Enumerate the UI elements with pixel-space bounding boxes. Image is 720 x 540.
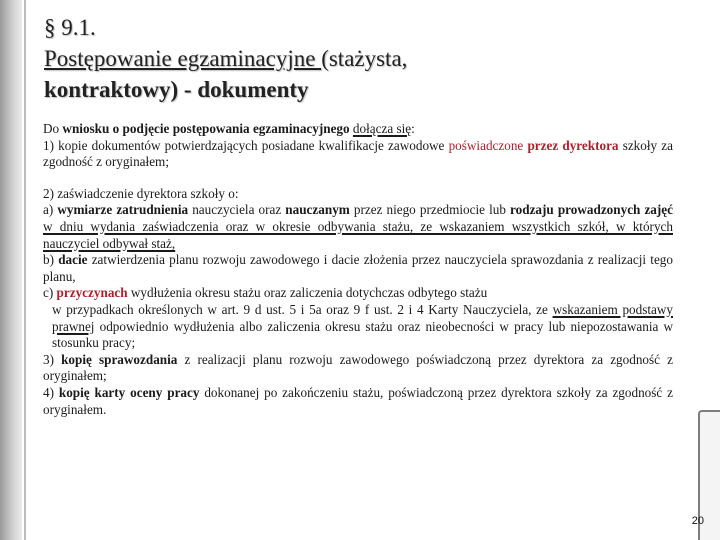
item-2a (43, 202, 673, 252)
item-2c-text1: wydłużenia okresu stażu oraz zaliczenia dotychczas odbytego stażu (127, 285, 488, 301)
item-2b (43, 252, 673, 285)
item-2-heading: 2) zaświadczenie dyrektora szkoły o: (43, 185, 239, 201)
left-accent-line (24, 0, 26, 540)
item-4-text: dokonanej po zakończeniu stażu, poświadczoną przez dyrektora szkoły za zgodność z oryginałem. (43, 384, 673, 417)
title-underlined: Postępowanie egzaminacyjne (44, 46, 322, 71)
item-2a-marker: a) (43, 202, 58, 218)
intro-colon: : (411, 121, 415, 136)
item-3 (43, 352, 673, 385)
left-accent-bar (0, 0, 22, 540)
item-2c (43, 285, 673, 302)
item-3-marker: 3) (43, 351, 62, 367)
item-4-marker: 4) (43, 384, 59, 400)
item-4-bold: kopię karty oceny pracy (58, 384, 200, 400)
section-number: § 9.1. (44, 15, 96, 40)
item-3-bold: kopię sprawozdania (61, 351, 178, 367)
item-2a-text1: nauczyciela oraz (188, 202, 286, 218)
intro-paragraph (43, 121, 673, 138)
item-2c-marker: c) (43, 285, 57, 301)
item-2c-red-bold: przyczynach (56, 285, 128, 301)
item-2c-underlined: wskazaniem podstawy prawnej (52, 301, 673, 334)
item-2c-cont (43, 302, 673, 352)
item-2a-bold2: nauczanym (285, 202, 350, 218)
item-2a-bold1: wymiarze zatrudnienia (57, 202, 189, 218)
item-3-text: z realizacji planu rozwoju zawodowego poświadczoną przez dyrektora za zgodność z oryginałem; (43, 351, 673, 384)
item-2a-text2: przez niego przedmiocie lub (349, 202, 511, 218)
slide-title (44, 12, 644, 105)
slide-body (43, 121, 673, 418)
item-2c-text3: odpowiednio wydłużenia albo zaliczenia okresu stażu oraz nieobecności w pracy lub niepozostawania w stosunku pracy; (52, 318, 673, 351)
item-2a-bold3: rodzaju prowadzonych zajęć (510, 202, 673, 218)
intro-bold: wniosku o podjęcie postępowania egzaminacyjnego (62, 121, 350, 136)
item-2b-text: zatwierdzenia planu rozwoju zawodowego i dacie złożenia przez nauczyciela sprawozdania z realizacji tego planu, (43, 252, 673, 284)
item-2b-marker: b) (43, 252, 59, 268)
spacer (43, 171, 673, 186)
title-line1-rest: (stażysta, (321, 46, 408, 71)
item-2b-bold: dacie (58, 252, 88, 268)
title-line2: kontraktowy) - dokumenty (44, 77, 309, 102)
item-1 (43, 138, 673, 171)
page-number: 20 (691, 515, 704, 527)
item-2a-underlined: w dniu wydania zaświadczenia oraz w okresie odbywania stażu, ze wskazaniem wszystkich szkół, w których nauczyciel odbywał staż, (43, 218, 673, 251)
item-1-end: szkoły za zgodność z oryginałem; (43, 137, 673, 170)
item-1-red: poświadczone (448, 137, 524, 153)
item-1-text: 1) kopie dokumentów potwierdzających posiadane kwalifikacje zawodowe (43, 137, 449, 153)
item-2c-text2: w przypadkach określonych w art. 9 d ust. 5 i 5a oraz 9 f ust. 2 i 4 Karty Nauczyciela, ze (52, 301, 553, 317)
item-4 (43, 385, 673, 418)
intro-text: Do (43, 121, 63, 136)
item-1-red-bold: przez dyrektora (527, 137, 619, 153)
intro-underlined: dołącza się (352, 121, 412, 136)
